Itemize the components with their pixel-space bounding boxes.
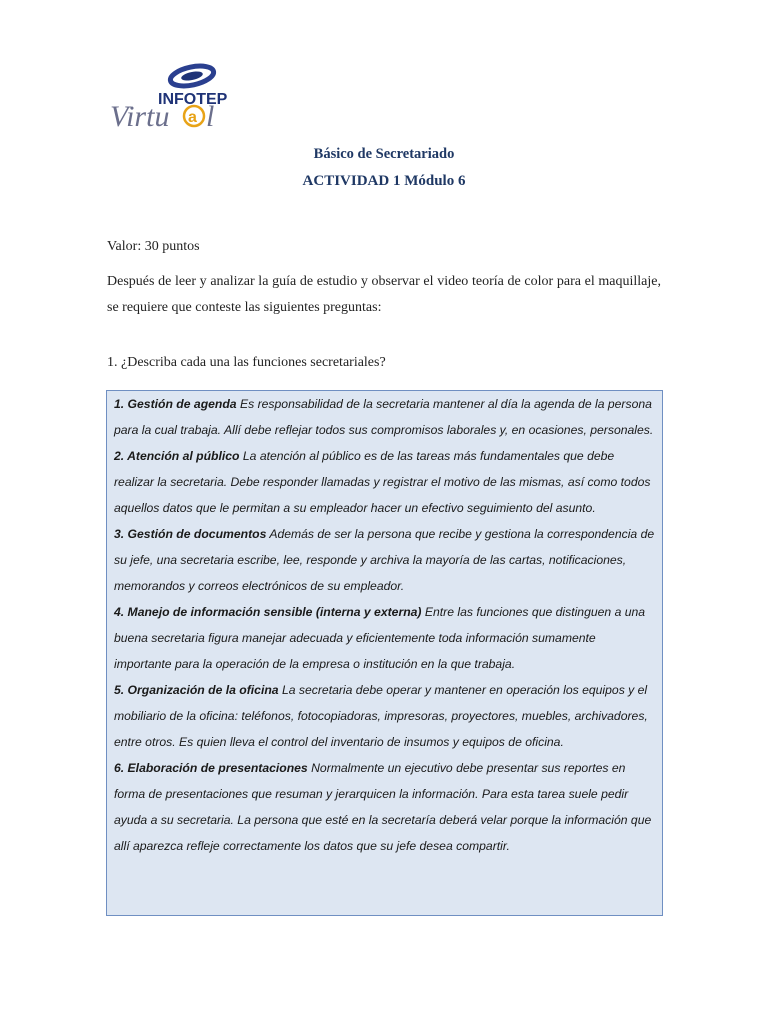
instructions-paragraph: Después de leer y analizar la guía de estudio y observar el video teoría de color para el maquillaje, se requiere que conteste las siguientes preguntas: — [107, 274, 661, 315]
answer-item-text: Normalmente un ejecutivo debe presentar sus reportes en forma de presentaciones que resuman y jerarquicen la información. Para esta tarea suele pedir ayuda a su secretaria. La persona que esté en la secretaría deberá velar porque la información que allí aparezca refleje correctamente los datos que su jefe desea compartir. — [114, 761, 652, 853]
answer-item-heading: 3. Gestión de documentos — [114, 527, 267, 541]
answer-item-heading: 6. Elaboración de presentaciones — [114, 761, 308, 775]
points-value: Valor: 30 puntos — [107, 239, 200, 254]
answer-item — [114, 391, 656, 443]
svg-text:INFOTEP: INFOTEP — [158, 91, 228, 108]
answer-item-heading: 4. Manejo de información sensible (interna y externa) — [114, 605, 422, 619]
answer-item — [114, 755, 656, 859]
svg-text:a: a — [188, 109, 197, 126]
answer-item — [114, 443, 656, 521]
answer-item-heading: 1. Gestión de agenda — [114, 397, 237, 411]
infotep-virtual-logo — [106, 60, 236, 132]
answer-item-text: Entre las funciones que distinguen a una buena secretaria figura manejar adecuada y eficientemente toda información sumamente importante para la operación de la empresa o institución en la que trabaja. — [114, 605, 646, 671]
answer-item-heading: 2. Atención al público — [114, 449, 240, 463]
answer-item — [114, 599, 656, 677]
question-1: 1. ¿Describa cada una las funciones secretariales? — [107, 355, 386, 370]
svg-text:Virtu: Virtu — [110, 100, 170, 132]
answer-item — [114, 521, 656, 599]
answer-item-text: Es responsabilidad de la secretaria mantener al día la agenda de la persona para la cual trabaja. Allí debe reflejar todos sus compromisos laborales y, en ocasiones, personales. — [114, 397, 654, 437]
course-title: Básico de Secretariado — [313, 146, 455, 162]
answer-item-heading: 5. Organización de la oficina — [114, 683, 279, 697]
svg-text:l: l — [206, 100, 215, 132]
answer-box — [106, 390, 663, 916]
activity-title: ACTIVIDAD 1 Módulo 6 — [302, 173, 466, 189]
answer-item-text: La secretaria debe operar y mantener en operación los equipos y el mobiliario de la oficina: teléfonos, fotocopiadoras, impresoras, proyectores, muebles, archivadores, entre otros. Es quien lleva el control del inventario de insumos y equipos de oficina. — [114, 683, 648, 749]
answer-item-text: La atención al público es de las tareas más fundamentales que debe realizar la secretaria. Debe responder llamadas y registrar el motivo de las mismas, así como todos aquellos datos que le permitan a su empleador hacer un efectivo seguimiento del asunto. — [114, 449, 651, 515]
answer-item — [114, 677, 656, 755]
answer-item-text: Además de ser la persona que recibe y gestiona la correspondencia de su jefe, una secretaria escribe, lee, responde y archiva la mayoría de las cartas, notificaciones, memorandos y correos electrónicos de su empleador. — [114, 527, 655, 593]
